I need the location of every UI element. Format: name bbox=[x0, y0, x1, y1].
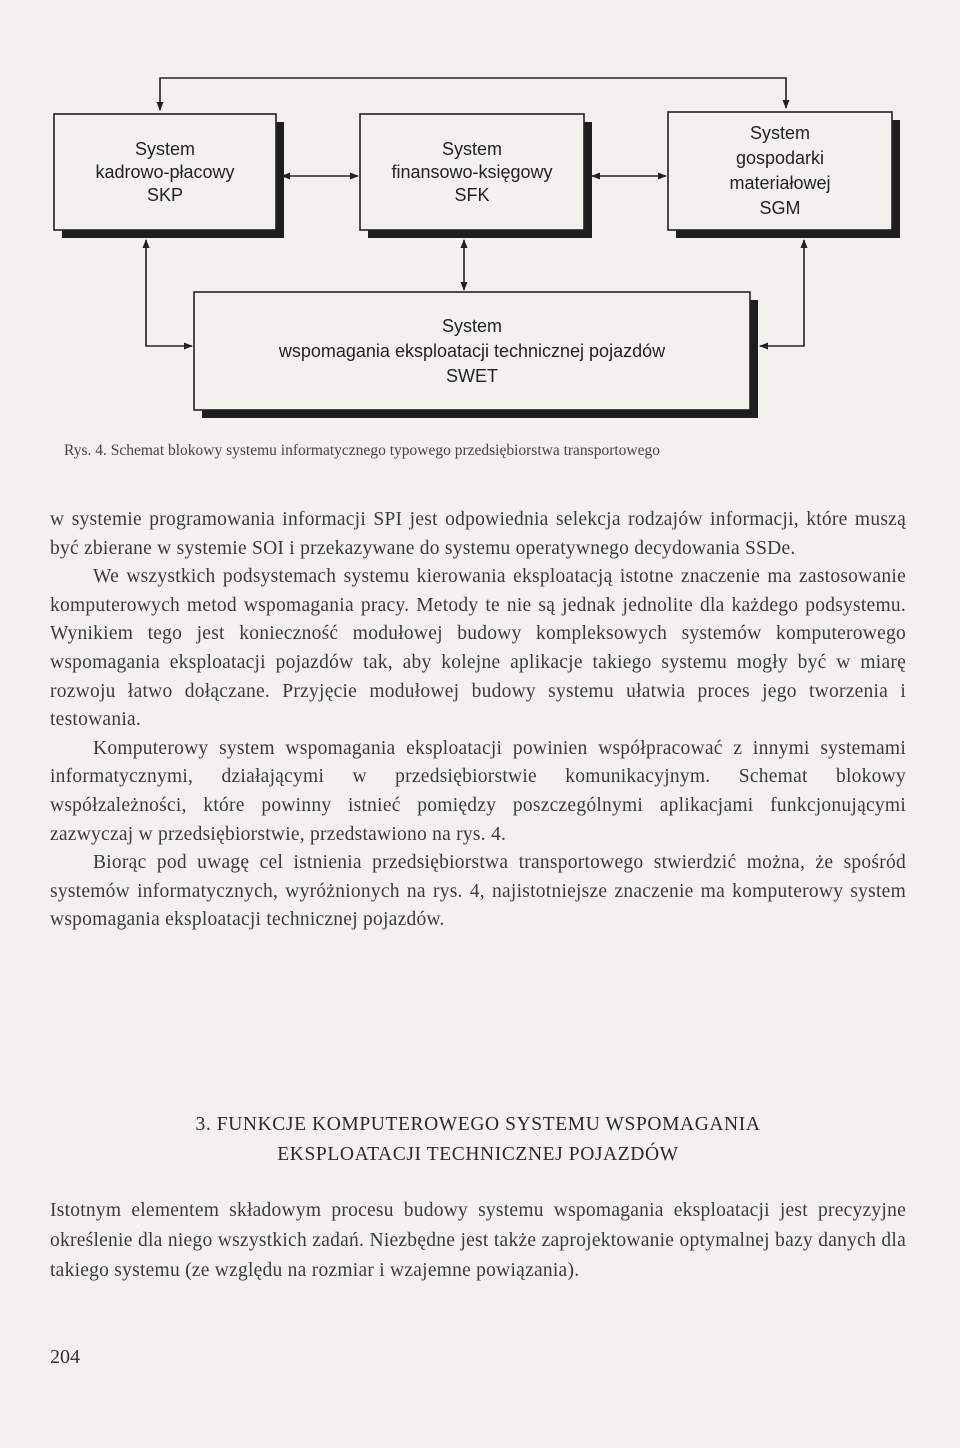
label-sfk-line1: System bbox=[441, 138, 502, 159]
label-skp-line2: kadrowo-płacowy bbox=[95, 161, 235, 182]
label-sfk-line3: SFK bbox=[454, 184, 490, 205]
section-heading bbox=[50, 1110, 906, 1170]
label-skp-line3: SKP bbox=[146, 184, 184, 205]
label-sgm-line4: SGM bbox=[759, 198, 801, 218]
page-number: 204 bbox=[50, 1346, 80, 1368]
arrow-skp-sgm bbox=[160, 78, 786, 110]
paragraph-4: Biorąc pod uwagę cel istnienia przedsiębiorstwa transportowego stwierdzić można, że spośród systemów informatycznych, wyróżnionych na rys. 4, najistotniejsze znaczenie ma komputerowy system wspomagania eksploatacji technicznej pojazdów. bbox=[50, 852, 906, 931]
label-swet bbox=[194, 292, 750, 410]
label-skp bbox=[54, 114, 276, 230]
label-sgm bbox=[668, 112, 892, 230]
label-sgm-line1: System bbox=[749, 123, 810, 143]
paragraph-1: w systemie programowania informacji SPI jest odpowiednia selekcja rodzajów informacji, które muszą być zbierane w systemie SOI i przekazywane do systemu operatywnego decydowania SSDe. bbox=[50, 509, 906, 559]
label-sgm-line2: gospodarki bbox=[735, 148, 825, 168]
section-heading-line1: 3. FUNKCJE KOMPUTEROWEGO SYSTEMU WSPOMAGANIA bbox=[195, 1114, 761, 1135]
section-heading-line2: EKSPLOATACJI TECHNICZNEJ POJAZDÓW bbox=[277, 1144, 679, 1165]
paragraph-3: Komputerowy system wspomagania eksploatacji powinien współpracować z innymi systemami informatycznymi, działającymi w przedsiębiorstwie komunikacyjnym. Schemat blokowy współzależności, które powinny istnieć pomiędzy poszczególnymi aplikacjami funkcjonującymi zazwyczaj w przedsiębiorstwie, przedstawiono na rys. 4. bbox=[50, 737, 906, 845]
label-swet-line3: SWET bbox=[446, 365, 498, 386]
paragraph-2: We wszystkich podsystemach systemu kierowania eksploatacją istotne znaczenie ma zastosowanie komputerowych metod wspomagania pracy. Metody te nie są jednak jednolite dla każdego podsystemu. Wynikiem tego jest konieczność modułowej budowy kompleksowych systemów komputerowego wspomagania eksploatacji pojazdów tak, aby kolejne aplikacje takiego systemu mogły być w miarę rozwoju łatwo dołączane. Przyjęcie modułowej budowy systemu ułatwia proces jego tworzenia i testowania. bbox=[50, 566, 906, 731]
arrow-sgm-swet bbox=[760, 240, 804, 346]
section-text bbox=[50, 1196, 906, 1286]
label-sfk-line2: finansowo-księgowy bbox=[391, 161, 553, 182]
figure-caption: Rys. 4. Schemat blokowy systemu informatycznego typowego przedsiębiorstwa transportowego bbox=[64, 442, 661, 459]
label-sfk bbox=[360, 114, 584, 230]
label-sgm-line3: materiałowej bbox=[729, 173, 831, 193]
body-text bbox=[50, 506, 906, 935]
label-skp-line1: System bbox=[134, 138, 195, 159]
label-swet-line2: wspomagania eksploatacji technicznej pojazdów bbox=[278, 340, 666, 361]
section-paragraph: Istotnym elementem składowym procesu budowy systemu wspomagania eksploatacji jest precyzyjne określenie dla niego wszystkich zadań. Niezbędne jest także zaprojektowanie optymalnej bazy danych dla takiego systemu (ze względu na rozmiar i wzajemne powiązania). bbox=[50, 1200, 906, 1281]
label-swet-line1: System bbox=[441, 315, 502, 336]
arrow-skp-swet bbox=[146, 240, 192, 346]
